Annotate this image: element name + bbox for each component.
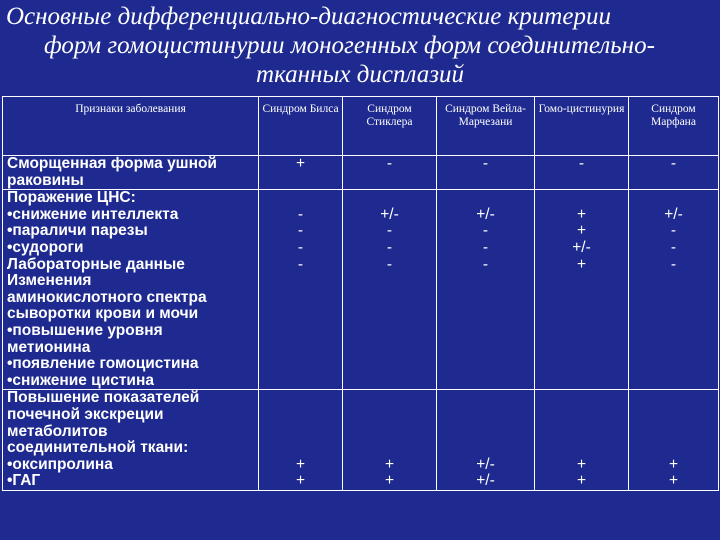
value-cell (629, 156, 719, 190)
table-row (3, 190, 719, 390)
value-mark: + (384, 455, 395, 473)
value-mark: + (668, 455, 679, 473)
value-mark: - (386, 255, 393, 273)
value-mark (437, 407, 534, 424)
header-cell: Синдром Стиклера (343, 97, 437, 156)
value-mark (535, 190, 628, 207)
value-mark: + (295, 472, 306, 490)
value-mark (629, 190, 718, 207)
value-mark (535, 424, 628, 441)
value-mark: - (670, 255, 677, 273)
value-mark: - (482, 222, 489, 240)
value-cell (343, 390, 437, 491)
value-mark: - (482, 255, 489, 273)
value-mark (629, 440, 718, 457)
value-mark: + (576, 222, 587, 240)
value-cell (259, 190, 343, 390)
value-mark (437, 390, 534, 407)
feature-line: •судороги (7, 238, 84, 256)
value-mark (437, 424, 534, 441)
value-mark (437, 190, 534, 207)
feature-line: аминокислотного спектра (7, 288, 207, 306)
value-mark: + (295, 155, 306, 172)
feature-line: Поражение ЦНС: (7, 189, 136, 207)
table-row (3, 156, 719, 190)
feature-line: почечной экскреции (7, 405, 164, 423)
value-mark: - (386, 222, 393, 240)
value-mark: +/- (476, 205, 495, 223)
value-mark: - (578, 155, 585, 172)
value-mark: - (297, 255, 304, 273)
value-mark: - (297, 222, 304, 240)
value-cell (535, 156, 629, 190)
value-mark (535, 407, 628, 424)
feature-line: Повышение показателей (7, 389, 200, 407)
value-cell (629, 390, 719, 491)
value-mark: + (668, 472, 679, 490)
value-mark: +/- (572, 238, 591, 256)
value-mark (629, 407, 718, 424)
value-mark (343, 424, 436, 441)
value-cell (535, 190, 629, 390)
value-mark: - (386, 155, 393, 172)
header-cell: Гомо-цистинурия (535, 97, 629, 156)
value-cell (437, 390, 535, 491)
feature-cell (3, 190, 259, 390)
title-line-3: тканных дисплазий (256, 61, 464, 88)
value-cell (343, 156, 437, 190)
feature-line: Изменения (7, 272, 92, 290)
value-cell (437, 156, 535, 190)
value-mark (343, 390, 436, 407)
feature-line: •снижение интеллекта (7, 205, 179, 223)
value-mark (535, 440, 628, 457)
value-mark (437, 440, 534, 457)
value-mark: - (670, 222, 677, 240)
value-mark: + (576, 255, 587, 273)
value-mark (343, 440, 436, 457)
value-mark: + (384, 472, 395, 490)
value-mark: + (576, 472, 587, 490)
value-mark (343, 407, 436, 424)
feature-line: •повышение уровня (7, 321, 163, 339)
value-mark: + (576, 205, 587, 223)
value-mark (259, 390, 342, 407)
value-mark: - (386, 238, 393, 256)
value-cell (437, 190, 535, 390)
value-mark: + (295, 455, 306, 473)
value-mark: - (482, 238, 489, 256)
header-cell: Синдром Вейла-Марчезани (437, 97, 535, 156)
feature-line: сыворотки крови и мочи (7, 305, 199, 323)
value-cell (259, 390, 343, 491)
value-mark: +/- (664, 205, 683, 223)
value-cell (629, 190, 719, 390)
title-line-1: Основные дифференциально-диагностические критерии (6, 3, 611, 30)
header-cell: Признаки заболевания (3, 97, 259, 156)
value-mark: - (482, 155, 489, 172)
value-mark: +/- (476, 472, 495, 490)
value-mark (535, 390, 628, 407)
value-mark: + (576, 455, 587, 473)
criteria-table (2, 96, 719, 491)
value-cell (535, 390, 629, 491)
value-mark: +/- (476, 455, 495, 473)
value-mark: - (297, 205, 304, 223)
value-cell (259, 156, 343, 190)
feature-line: •снижение цистина (7, 371, 154, 389)
value-cell (343, 190, 437, 390)
value-mark (259, 424, 342, 441)
feature-cell (3, 390, 259, 491)
value-mark (629, 390, 718, 407)
feature-line: Лабораторные данные (7, 255, 185, 273)
value-mark (259, 440, 342, 457)
value-mark (259, 407, 342, 424)
feature-line: •оксипролина (7, 455, 113, 473)
value-mark (259, 190, 342, 207)
feature-line: Сморщенная форма ушной (7, 155, 217, 172)
title-line-2: форм гомоцистинурии моногенных форм соединительно- (44, 32, 655, 59)
value-mark (629, 424, 718, 441)
value-mark: - (670, 238, 677, 256)
feature-line: соединительной ткани: (7, 439, 189, 457)
value-mark: - (670, 155, 677, 172)
feature-line: метионина (7, 338, 91, 356)
value-mark (343, 190, 436, 207)
feature-line: •ГАГ (7, 472, 41, 490)
feature-line: метаболитов (7, 422, 108, 440)
feature-line: •появление гомоцистина (7, 355, 199, 373)
feature-cell (3, 156, 259, 190)
header-cell: Синдром Билса (259, 97, 343, 156)
table-row (3, 390, 719, 491)
header-cell: Синдром Марфана (629, 97, 719, 156)
feature-line: •параличи парезы (7, 222, 148, 240)
value-mark: - (297, 238, 304, 256)
table-header-row (3, 97, 719, 156)
value-mark: +/- (380, 205, 399, 223)
feature-line: раковины (7, 171, 84, 189)
